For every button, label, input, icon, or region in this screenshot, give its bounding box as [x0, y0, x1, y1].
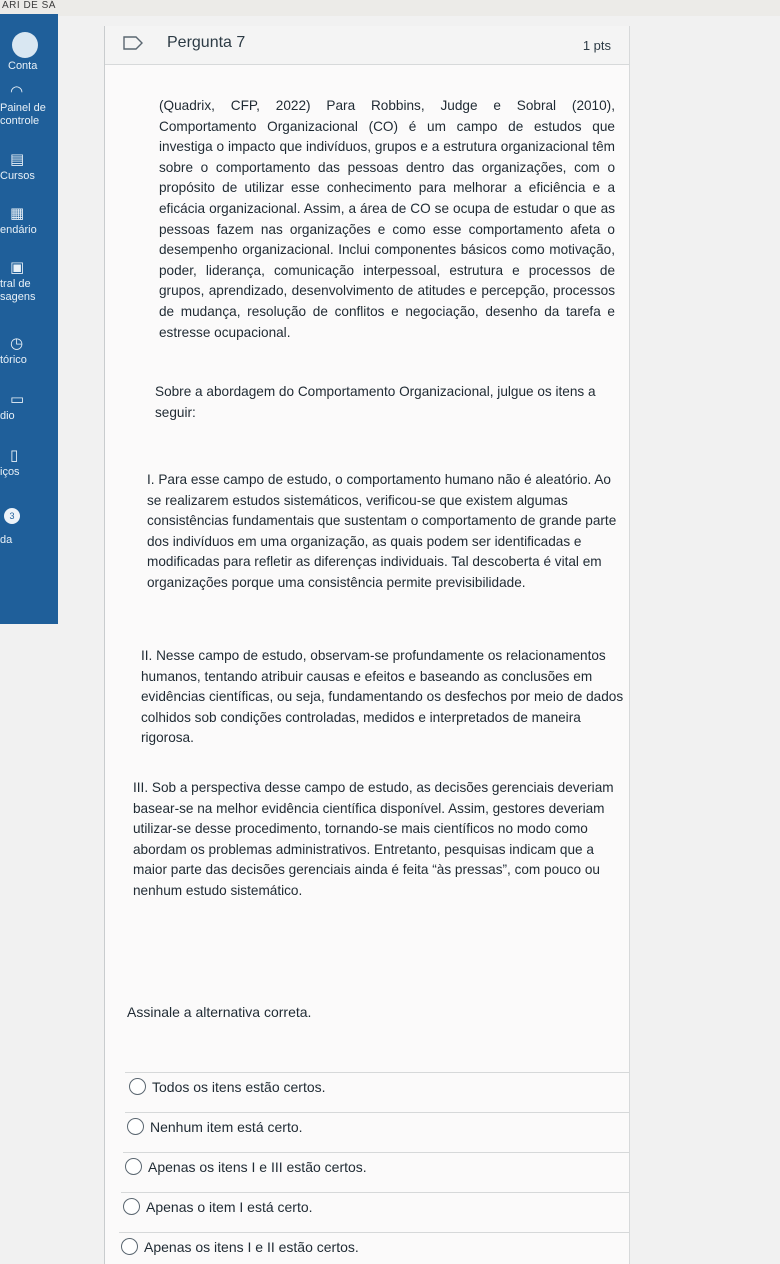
divider: [125, 1072, 629, 1073]
question-title: Pergunta 7: [167, 34, 246, 51]
radio-button[interactable]: [123, 1198, 140, 1215]
radio-button[interactable]: [121, 1238, 138, 1255]
nav-label-historico: tórico: [0, 354, 27, 366]
answer-option-label: Todos os itens estão certos.: [152, 1079, 326, 1095]
nav-item-historico[interactable]: [0, 336, 58, 367]
divider: [123, 1152, 629, 1153]
nav-label-servicos: iços: [0, 466, 20, 478]
radio-button[interactable]: [127, 1118, 144, 1135]
dashboard-icon: ◠: [10, 83, 24, 100]
nav-item-servicos[interactable]: [0, 448, 58, 479]
nav-label-calendario: endário: [0, 224, 37, 236]
nav-item-calendario[interactable]: [0, 206, 58, 237]
divider: [121, 1192, 629, 1193]
history-icon: ◷: [10, 335, 24, 352]
nav-item-studio[interactable]: [0, 392, 58, 423]
question-panel: [104, 26, 630, 1264]
answer-option[interactable]: [127, 1118, 303, 1135]
radio-button[interactable]: [125, 1158, 142, 1175]
answer-option-label: Nenhum item está certo.: [150, 1119, 303, 1135]
answer-option-label: Apenas o item I está certo.: [146, 1199, 313, 1215]
brand-label: ARI DE SÁ: [2, 0, 56, 11]
avatar-icon: [12, 32, 38, 58]
courses-icon: ▤: [10, 151, 25, 168]
statement-iii: III. Sob a perspectiva desse campo de estudo, as decisões gerenciais deveriam basear-se na melhor evidência científica disponível. Assim, gestores deveriam utilizar-se desse procedimento, tornando-se mais científicos no modo como abordam os problemas administrativos. Entretanto, pesquisas indicam que a maior parte das decisões gerenciais ainda é feita “às pressas”, com pouco ou nenhum estudo sistemático.: [133, 780, 614, 898]
answer-option[interactable]: [121, 1238, 359, 1255]
global-navigation: [0, 14, 58, 624]
statement-ii: II. Nesse campo de estudo, observam-se profundamente os relacionamentos humanos, tentando atribuir causas e efeitos e baseando as conclusões em evidências científicas, ou seja, fundamentando os desfechos por meio de dados colhidos sob condições controladas, medidos e interpretados de maneira rigorosa.: [141, 648, 624, 746]
divider: [125, 1112, 629, 1113]
question-instruction: Sobre a abordagem do Comportamento Organizacional, julgue os itens a seguir:: [155, 384, 596, 420]
nav-label-mensagens-1: tral de: [0, 278, 31, 290]
nav-label-cursos: Cursos: [0, 170, 35, 182]
nav-label-painel-2: controle: [0, 115, 40, 127]
answer-option[interactable]: [125, 1158, 367, 1175]
answer-option[interactable]: [123, 1198, 313, 1215]
nav-item-ajuda[interactable]: [0, 534, 58, 547]
nav-label-ajuda: da: [0, 534, 13, 546]
notification-badge: 3: [4, 508, 20, 524]
nav-item-mensagens[interactable]: [0, 260, 58, 304]
answer-option[interactable]: [129, 1078, 326, 1095]
nav-label-mensagens-2: sagens: [0, 291, 36, 303]
question-points: 1 pts: [582, 38, 611, 53]
radio-button[interactable]: [129, 1078, 146, 1095]
top-strip: [0, 0, 780, 16]
question-intro: (Quadrix, CFP, 2022) Para Robbins, Judge e Sobral (2010), Comportamento Organizacional (CO) é um campo de estudos que investiga o impacto que indivíduos, grupos e a estrutura organizacional têm sobre o comportamento das pessoas dentro das organizações, com o propósito de utilizar esse conhecimento para melhorar a eficiência e a eficácia organizacional. Assim, a área de CO se ocupa de estudar o que as pessoas fazem nas organizações e como esse comportamento afeta o desempenho organizacional. Inclui componentes básicos como motivação, poder, liderança, comunicação interpessoal, estrutura e processos de grupos, aprendizado, desenvolvimento de atitudes e percepção, processos de mudança, resolução de conflitos e negociação, desenho da tarefa e estresse ocupacional.: [159, 98, 615, 340]
inbox-icon: ▣: [10, 259, 25, 276]
calendar-icon: ▦: [10, 205, 25, 222]
statement-i: I. Para esse campo de estudo, o comportamento humano não é aleatório. Ao se realizarem estudos sistemáticos, verificou-se que existem algumas consistências fundamentais que sustentam o comportamento de grande parte dos indivíduos em uma organização, as quais podem ser identificadas e modificadas para refletir as diferenças individuais. Tal descoberta é vital em organizações porque uma consistência permite previsibilidade.: [147, 472, 617, 590]
nav-item-painel[interactable]: [0, 84, 58, 128]
nav-item-cursos[interactable]: [0, 152, 58, 183]
nav-label-studio: dio: [0, 410, 15, 422]
services-icon: ▯: [10, 447, 19, 464]
studio-icon: ▭: [10, 391, 25, 408]
answer-option-label: Apenas os itens I e III estão certos.: [148, 1159, 367, 1175]
nav-label-painel-1: Painel de: [0, 102, 46, 114]
question-header: [105, 26, 629, 65]
divider: [119, 1232, 629, 1233]
nav-item-conta[interactable]: [0, 32, 58, 73]
answer-option-label: Apenas os itens I e II estão certos.: [144, 1239, 359, 1255]
question-prompt: Assinale a alternativa correta.: [127, 1004, 312, 1020]
flag-question-icon[interactable]: [123, 36, 143, 50]
nav-label-conta: Conta: [8, 60, 38, 72]
